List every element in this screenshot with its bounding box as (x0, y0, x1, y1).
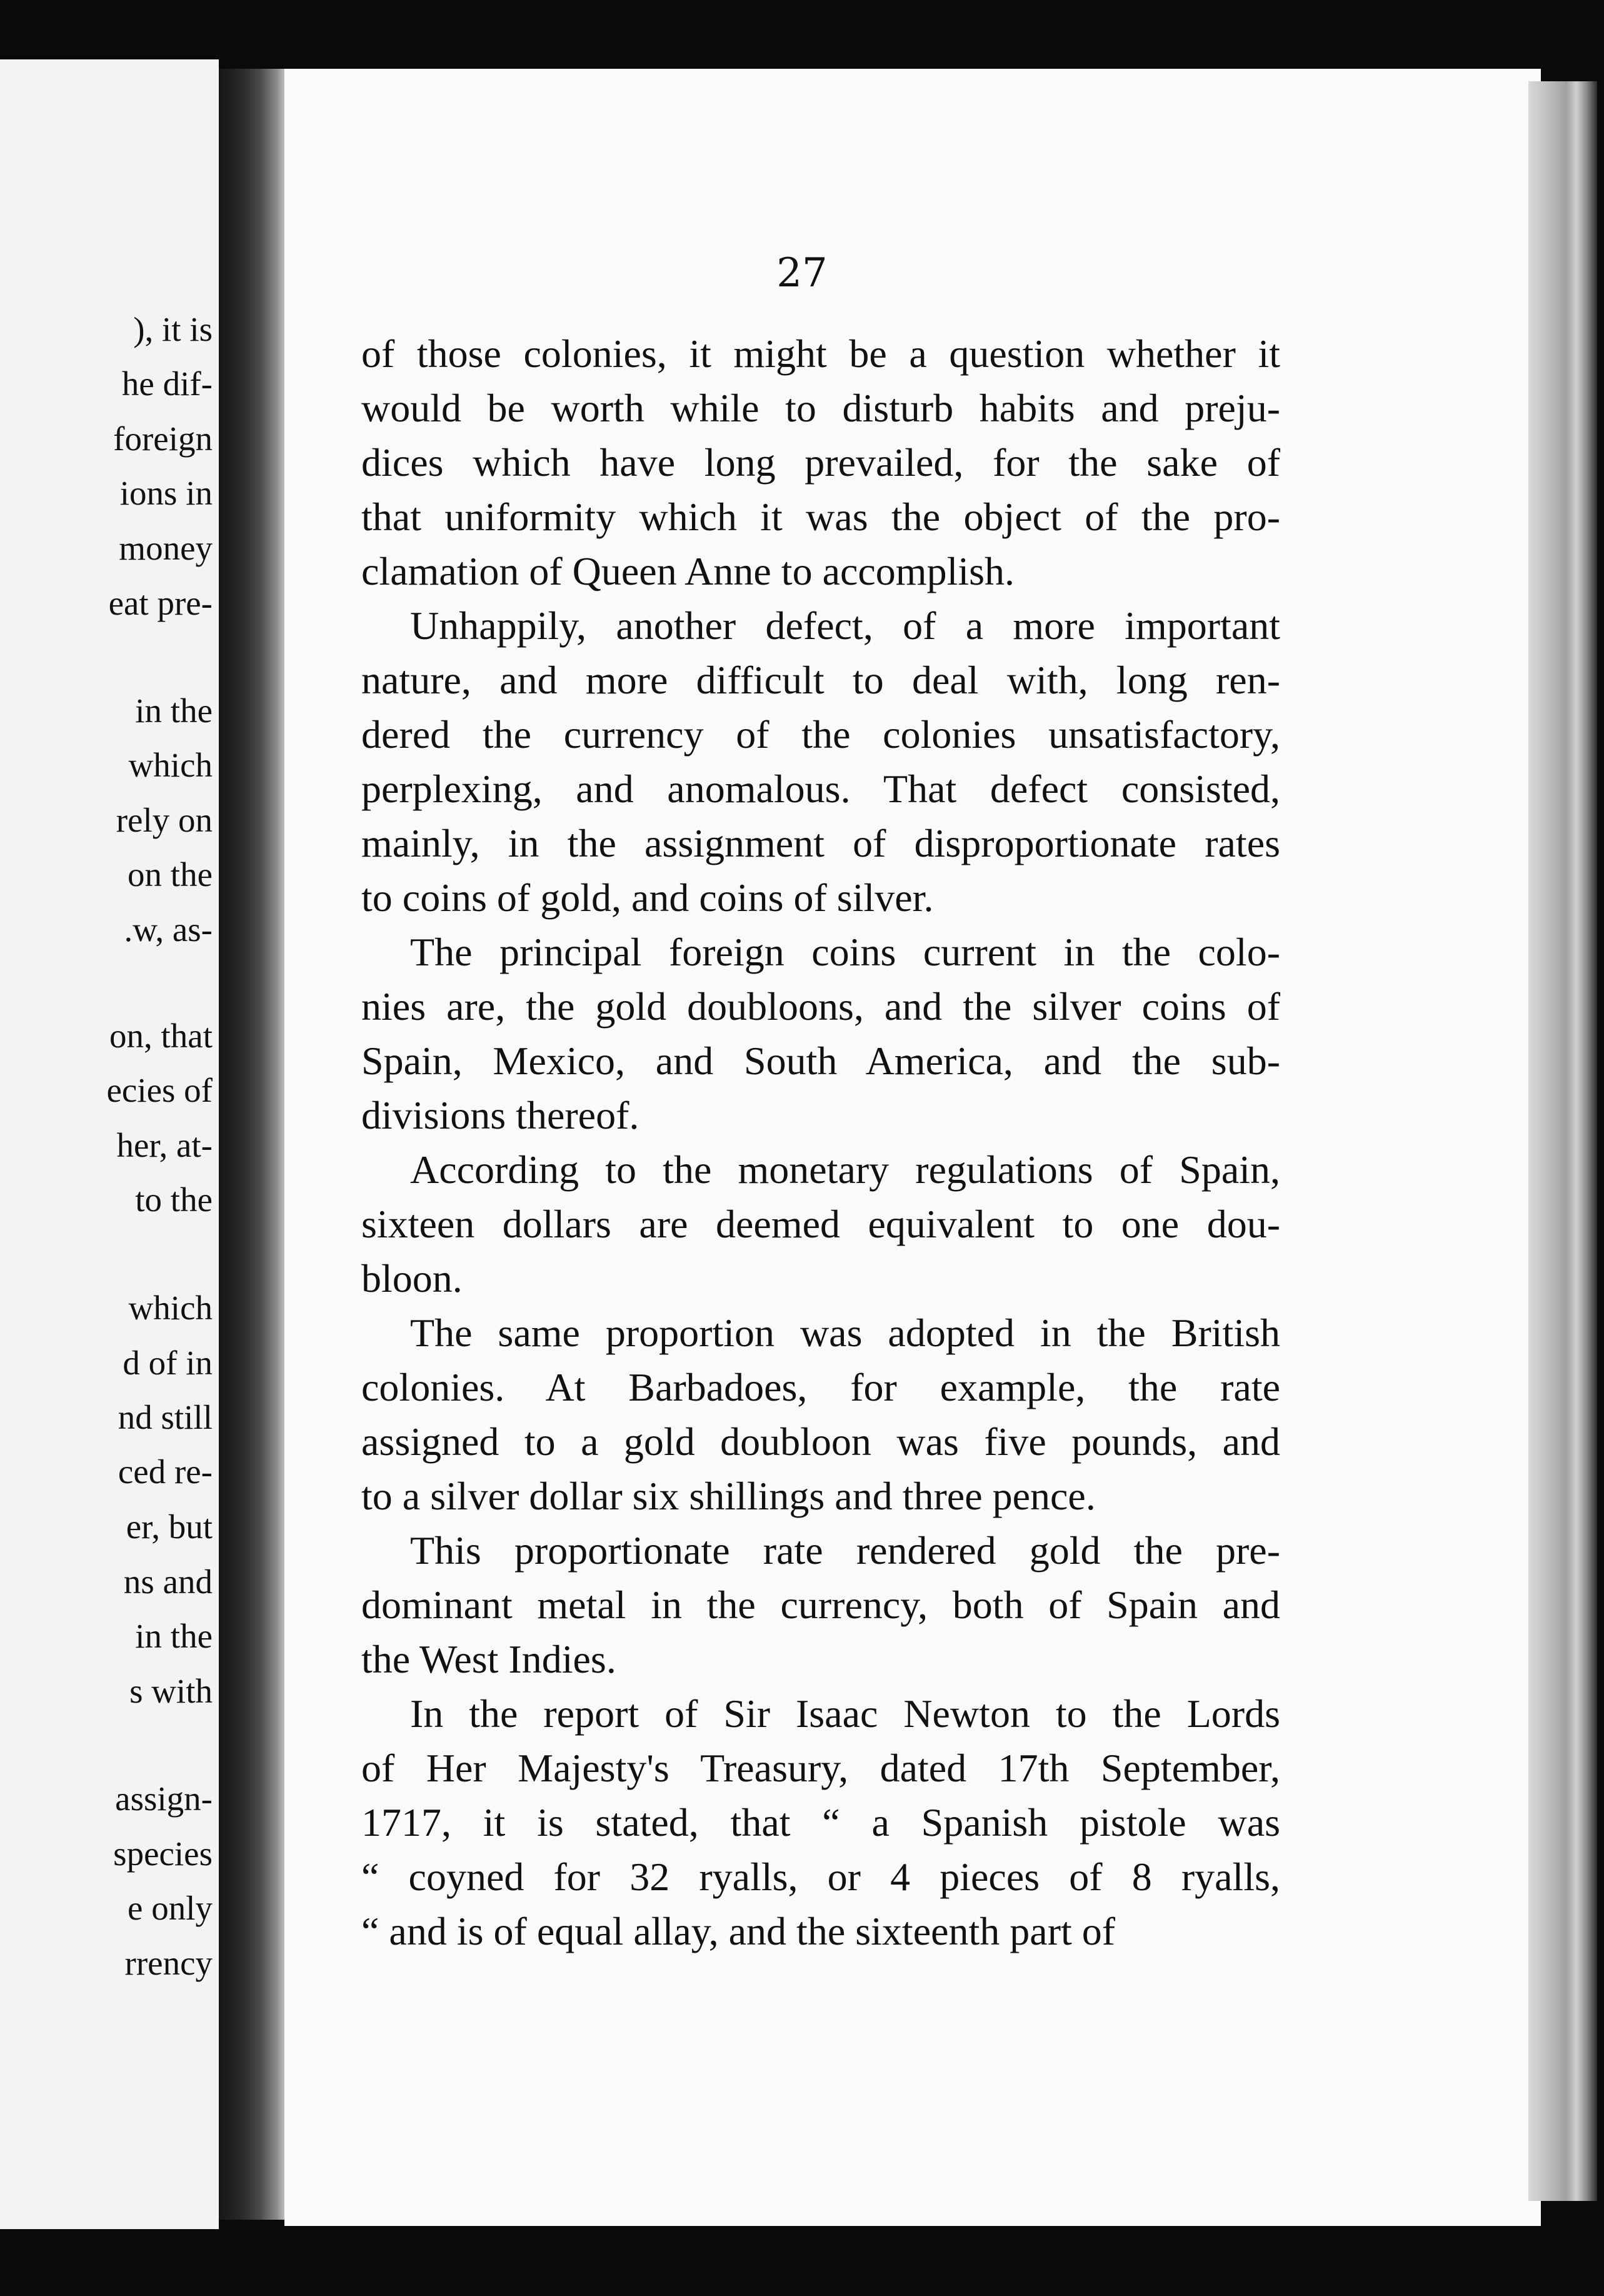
text-line: divisions thereof. (361, 1093, 639, 1137)
left-page-line: assign- (115, 1780, 213, 1818)
text-line: dices which have long prevailed, for the sake of (361, 440, 1280, 485)
text-line: bloon. (361, 1256, 463, 1301)
left-page-line: e only (128, 1889, 213, 1927)
text-line: dominant metal in the currency, both of Spain and (361, 1583, 1280, 1627)
text-line: This proportionate rate rendered gold the pre- (410, 1528, 1280, 1573)
left-page-line: in the (135, 692, 213, 730)
left-page-line: ), it is (133, 310, 213, 348)
paragraph (361, 598, 1280, 925)
text-line: of Her Majesty's Treasury, dated 17th September, (361, 1746, 1280, 1790)
left-page-line: foreign (113, 420, 213, 458)
text-line: of those colonies, it might be a question whether it (361, 331, 1280, 376)
left-page-line: ns and (123, 1563, 213, 1601)
left-page-line: d of in (123, 1344, 213, 1382)
left-page-line: in the (135, 1617, 213, 1655)
text-line: “ coyned for 32 ryalls, or 4 pieces of 8 ryalls, (361, 1855, 1280, 1899)
text-line: colonies. At Barbadoes, for example, the rate (361, 1365, 1280, 1409)
paragraph (361, 1306, 1280, 1523)
left-page-line: ecies of (106, 1071, 213, 1109)
left-page-line: which (128, 1289, 213, 1327)
text-line: “ and is of equal allay, and the sixteenth part of (361, 1909, 1116, 1953)
left-page-line: species (113, 1835, 213, 1873)
left-page-line: eat pre- (108, 584, 213, 622)
text-line: would be worth while to disturb habits and preju- (361, 386, 1280, 430)
text-line: mainly, in the assignment of disproportionate rates (361, 821, 1280, 865)
text-line: 1717, it is stated, that “ a Spanish pistole was (361, 1800, 1280, 1845)
page-body-text (361, 326, 1280, 1958)
left-page-line: rely on (116, 801, 213, 839)
page-number: 27 (776, 250, 828, 296)
text-line: sixteen dollars are deemed equivalent to one dou- (361, 1202, 1280, 1246)
paragraph (361, 1523, 1280, 1686)
left-page-line: on, that (109, 1017, 213, 1055)
text-line: to a silver dollar six shillings and three pence. (361, 1474, 1096, 1518)
text-line: The principal foreign coins current in the colo- (410, 930, 1280, 974)
text-line: Unhappily, another defect, of a more important (410, 603, 1280, 648)
paragraph (361, 925, 1280, 1142)
text-line: In the report of Sir Isaac Newton to the Lords (410, 1691, 1280, 1736)
text-line: perplexing, and anomalous. That defect consisted, (361, 767, 1280, 811)
text-line: dered the currency of the colonies unsatisfactory, (361, 712, 1280, 757)
left-page-line: which (128, 746, 213, 784)
text-line: The same proportion was adopted in the British (410, 1311, 1280, 1355)
left-page-line: ions in (119, 474, 213, 512)
text-line: According to the monetary regulations of Spain, (410, 1147, 1280, 1192)
left-page-line: to the (135, 1181, 213, 1219)
binding-gutter (219, 69, 288, 2220)
left-page-line: er, but (126, 1508, 213, 1546)
text-line: clamation of Queen Anne to accomplish. (361, 549, 1015, 593)
paragraph (361, 326, 1280, 598)
text-line: assigned to a gold doubloon was five pounds, and (361, 1419, 1280, 1464)
left-page-line: nd still (118, 1398, 213, 1436)
left-page-line: rrency (124, 1944, 213, 1982)
left-page-line: money (119, 529, 213, 567)
text-line: to coins of gold, and coins of silver. (361, 875, 934, 920)
left-page-line: s with (129, 1672, 213, 1710)
left-facing-page (0, 59, 219, 2229)
left-page-line: her, at- (116, 1126, 213, 1164)
text-line: nature, and more difficult to deal with, long ren- (361, 658, 1280, 702)
left-page-line: ced re- (118, 1453, 213, 1491)
page-edge (1528, 81, 1597, 2201)
paragraph (361, 1686, 1280, 1958)
text-line: nies are, the gold doubloons, and the silver coins of (361, 984, 1280, 1029)
left-page-line: he dif- (121, 365, 213, 403)
left-page-line: on the (128, 855, 213, 894)
text-line: the West Indies. (361, 1637, 616, 1681)
text-line: Spain, Mexico, and South America, and the sub- (361, 1039, 1280, 1083)
left-page-line: .w, as- (124, 910, 213, 949)
text-line: that uniformity which it was the object of the pro- (361, 495, 1280, 539)
paragraph (361, 1142, 1280, 1306)
